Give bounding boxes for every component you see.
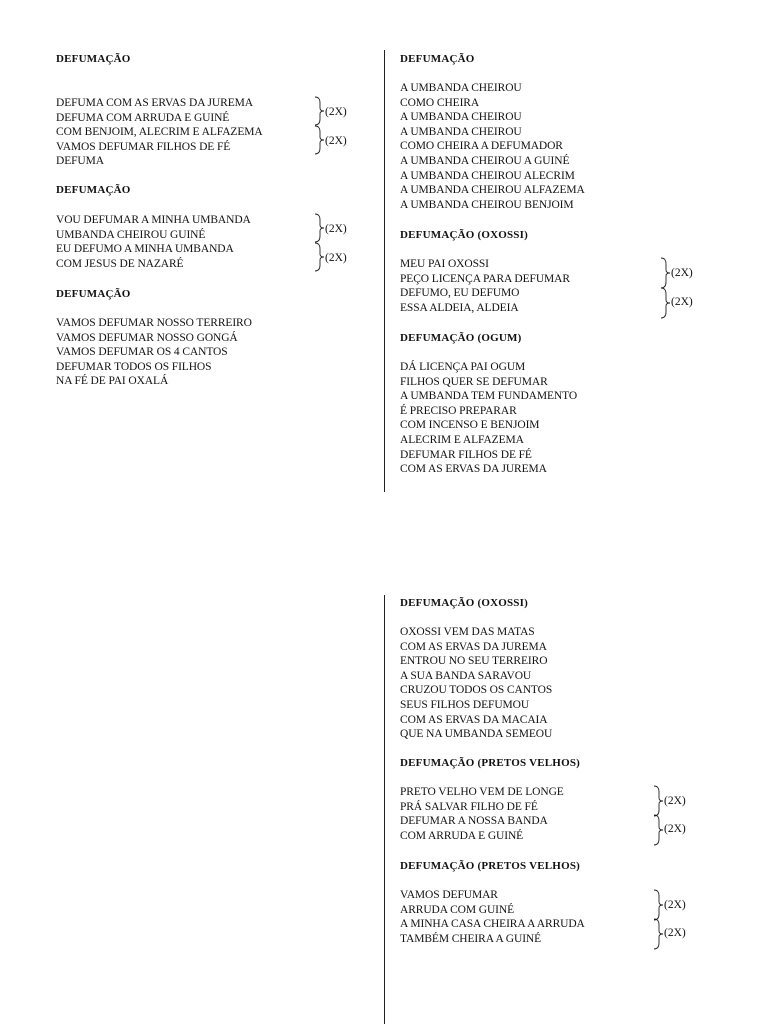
song-lyrics — [400, 888, 585, 946]
song-block — [400, 859, 580, 873]
lyric-line: SEUS FILHOS DEFUMOU — [400, 698, 530, 711]
lyric-line: VAMOS DEFUMAR NOSSO GONGÁ — [56, 331, 238, 344]
brace-icon — [652, 919, 664, 949]
lyric-line: A MINHA CASA CHEIRA A ARRUDA — [400, 918, 585, 931]
lyric-line: VAMOS DEFUMAR OS 4 CANTOS — [56, 346, 228, 359]
brace-icon — [313, 126, 325, 154]
song-block — [400, 596, 528, 610]
lyric-line: COM INCENSO E BENJOIM — [400, 419, 540, 432]
brace-icon — [659, 288, 671, 318]
lyric-line: CRUZOU TODOS OS CANTOS — [400, 684, 553, 697]
lyric-line: DÁ LICENÇA PAI OGUM — [400, 361, 526, 373]
song-title: DEFUMAÇÃO — [56, 184, 131, 196]
lyric-line: PEÇO LICENÇA PARA DEFUMAR — [400, 272, 570, 285]
brace-icon — [313, 243, 325, 271]
lyric-line: DEFUMA COM ARRUDA E GUINÉ — [56, 111, 230, 124]
lyric-line: A UMBANDA CHEIROU A GUINÉ — [400, 154, 570, 167]
song-lyrics — [400, 81, 585, 212]
lyric-line: UMBANDA CHEIROU GUINÉ — [56, 228, 206, 241]
repeat-label: (2X) — [671, 296, 693, 308]
repeat-label: (2X) — [664, 899, 686, 911]
lyric-line: A UMBANDA TEM FUNDAMENTO — [400, 390, 578, 403]
song-title: DEFUMAÇÃO (OGUM) — [400, 332, 522, 344]
lyric-line: NA FÉ DE PAI OXALÁ — [56, 375, 169, 388]
song-lyrics — [400, 785, 564, 843]
song-block — [400, 331, 521, 345]
lyric-line: COM JESUS DE NAZARÉ — [56, 257, 184, 270]
song-block — [400, 228, 528, 242]
brace-icon — [652, 786, 664, 816]
repeat-label: (2X) — [664, 927, 686, 939]
page2-column-divider — [384, 595, 385, 1024]
lyric-line: A UMBANDA CHEIROU ALFAZEMA — [400, 184, 585, 197]
lyric-line: PRÁ SALVAR FILHO DE FÉ — [400, 800, 538, 813]
lyric-line: ARRUDA COM GUINÉ — [400, 903, 515, 916]
song-block — [400, 756, 580, 770]
brace-icon — [659, 258, 671, 288]
lyric-line: DEFUMO, EU DEFUMO — [400, 287, 520, 300]
song-block — [56, 287, 131, 301]
lyric-line: A UMBANDA CHEIROU ALECRIM — [400, 169, 575, 182]
song-block — [56, 183, 131, 197]
brace-icon — [313, 214, 325, 242]
song-lyrics — [400, 360, 577, 477]
song-block — [56, 52, 131, 66]
lyric-line: DEFUMA — [56, 155, 104, 168]
lyric-line: A UMBANDA CHEIROU — [400, 111, 522, 124]
lyric-line: VOU DEFUMAR A MINHA UMBANDA — [56, 214, 251, 226]
song-title: DEFUMAÇÃO — [56, 288, 131, 300]
song-title: DEFUMAÇÃO — [400, 53, 475, 65]
brace-icon — [313, 97, 325, 125]
lyric-line: É PRECISO PREPARAR — [400, 404, 517, 417]
lyric-line: EU DEFUMO A MINHA UMBANDA — [56, 243, 234, 256]
song-title: DEFUMAÇÃO (PRETOS VELHOS) — [400, 860, 581, 872]
lyric-line: A UMBANDA CHEIROU BENJOIM — [400, 198, 574, 211]
lyric-line: COM AS ERVAS DA JUREMA — [400, 640, 547, 653]
lyric-line: DEFUMAR A NOSSA BANDA — [400, 815, 548, 828]
repeat-label: (2X) — [325, 106, 347, 118]
brace-icon — [652, 890, 664, 920]
repeat-label: (2X) — [325, 223, 347, 235]
brace-icon — [652, 815, 664, 845]
lyric-line: OXOSSI VEM DAS MATAS — [400, 626, 535, 638]
song-title: DEFUMAÇÃO — [56, 53, 131, 65]
lyric-line: DEFUMAR FILHOS DE FÉ — [400, 448, 532, 461]
repeat-label: (2X) — [664, 823, 686, 835]
song-lyrics — [56, 96, 263, 169]
lyric-line: VAMOS DEFUMAR NOSSO TERREIRO — [56, 317, 252, 329]
lyric-line: ESSA ALDEIA, ALDEIA — [400, 301, 519, 314]
lyric-line: PRETO VELHO VEM DE LONGE — [400, 786, 564, 798]
song-title: DEFUMAÇÃO (OXOSSI) — [400, 597, 528, 609]
lyric-line: ENTROU NO SEU TERREIRO — [400, 655, 548, 668]
lyric-line: MEU PAI OXOSSI — [400, 258, 489, 270]
lyric-line: A SUA BANDA SARAVOU — [400, 669, 532, 682]
song-lyrics — [400, 625, 552, 742]
lyric-line: DEFUMAR TODOS OS FILHOS — [56, 360, 212, 373]
lyric-line: VAMOS DEFUMAR FILHOS DE FÉ — [56, 140, 231, 153]
song-lyrics — [56, 316, 252, 389]
song-title: DEFUMAÇÃO (PRETOS VELHOS) — [400, 757, 581, 769]
lyric-line: QUE NA UMBANDA SEMEOU — [400, 728, 553, 741]
lyric-line: DEFUMA COM AS ERVAS DA JUREMA — [56, 97, 253, 109]
lyric-line: A UMBANDA CHEIROU — [400, 125, 522, 138]
repeat-label: (2X) — [664, 795, 686, 807]
lyric-line: COM AS ERVAS DA MACAIA — [400, 713, 548, 726]
lyric-line: A UMBANDA CHEIROU — [400, 82, 522, 94]
lyric-line: VAMOS DEFUMAR — [400, 889, 498, 901]
repeat-label: (2X) — [671, 267, 693, 279]
lyric-line: COM BENJOIM, ALECRIM E ALFAZEMA — [56, 126, 263, 139]
song-lyrics — [56, 213, 251, 271]
lyric-line: COM AS ERVAS DA JUREMA — [400, 463, 547, 476]
lyric-line: COMO CHEIRA — [400, 96, 480, 109]
lyric-line: FILHOS QUER SE DEFUMAR — [400, 375, 548, 388]
lyric-line: TAMBÉM CHEIRA A GUINÉ — [400, 932, 542, 945]
song-block — [400, 52, 475, 66]
song-lyrics — [400, 257, 570, 315]
song-title: DEFUMAÇÃO (OXOSSI) — [400, 229, 528, 241]
lyric-line: COM ARRUDA E GUINÉ — [400, 829, 524, 842]
repeat-label: (2X) — [325, 252, 347, 264]
repeat-label: (2X) — [325, 135, 347, 147]
page1-column-divider — [384, 50, 385, 492]
lyric-line: ALECRIM E ALFAZEMA — [400, 433, 524, 446]
lyric-line: COMO CHEIRA A DEFUMADOR — [400, 140, 563, 153]
